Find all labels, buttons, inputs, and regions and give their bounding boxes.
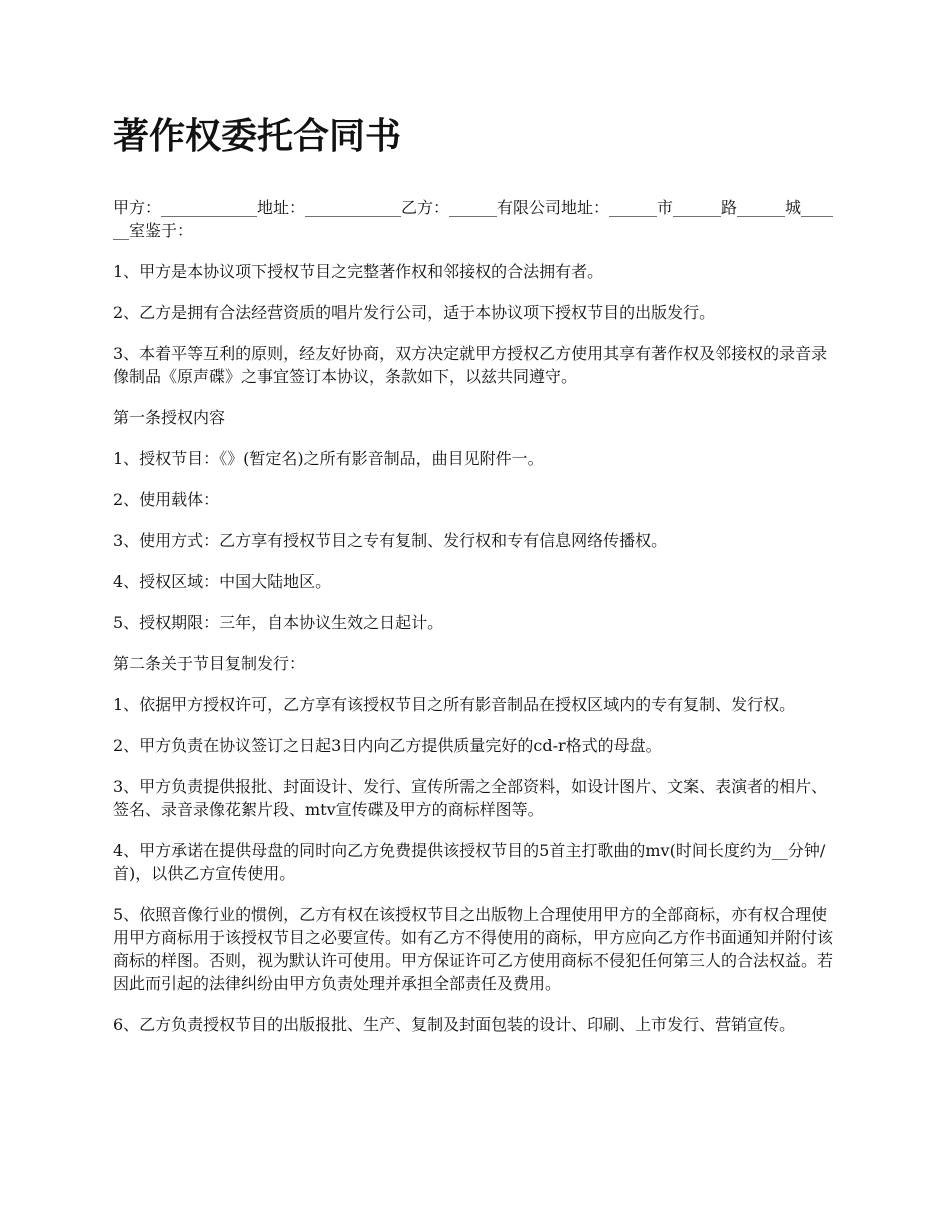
- article-2-item-2: 2、甲方负责在协议签订之日起3日内向乙方提供质量完好的cd-r格式的母盘。: [113, 736, 662, 755]
- document-title: 著作权委托合同书: [113, 116, 402, 157]
- article-2-item-1: 1、依据甲方授权许可，乙方享有该授权节目之所有影音制品在授权区域内的专有复制、发行权。: [113, 695, 796, 714]
- article-2-item-6: 6、乙方负责授权节目的出版报批、生产、复制及封面包装的设计、印刷、上市发行、营销宣传。: [113, 1015, 796, 1034]
- article-1-item-4: 4、授权区域：中国大陆地区。: [113, 572, 332, 591]
- article-2-item-3: 3、甲方负责提供报批、封面设计、发行、宣传所需之全部资料，如设计图片、文案、表演者的相片、签名、录音录像花絮片段、mtv宣传碟及甲方的商标样图等。: [113, 777, 828, 819]
- article-1-item-2: 2、使用载体：: [113, 490, 220, 509]
- preamble-item-2: 2、乙方是拥有合法经营资质的唱片发行公司，适于本协议项下授权节目的出版发行。: [113, 303, 716, 322]
- article-1-item-5: 5、授权期限：三年，自本协议生效之日起计。: [113, 613, 444, 632]
- article-1-item-3: 3、使用方式：乙方享有授权节目之专有复制、发行权和专有信息网络传播权。: [113, 531, 668, 550]
- article-1-heading: 第一条授权内容: [113, 408, 226, 427]
- document-page: [113, 112, 840, 1054]
- preamble-item-1: 1、甲方是本协议项下授权节目之完整著作权和邻接权的合法拥有者。: [113, 262, 604, 281]
- article-2-item-4: 4、甲方承诺在提供母盘的同时向乙方免费提供该授权节目的5首主打歌曲的mv(时间长度约为__分钟/首)，以供乙方宣传使用。: [113, 841, 826, 883]
- parties-paragraph: 甲方：____________地址：____________乙方：______有限公司地址：______市______路______城______室鉴于：: [113, 198, 834, 240]
- article-2-item-5: 5、依照音像行业的惯例，乙方有权在该授权节目之出版物上合理使用甲方的全部商标，亦有权合理使用甲方商标用于该授权节目之必要宣传。如有乙方不得使用的商标，甲方应向乙方作书面通知并附付该商标的样图。否则，视为默认许可使用。甲方保证许可乙方使用商标不侵犯任何第三人的合法权益。若因此而引起的法律纠纷由甲方负责处理并承担全部责任及费用。: [113, 905, 834, 993]
- article-2-heading: 第二条关于节目复制发行：: [113, 654, 306, 673]
- article-1-item-1: 1、授权节目：《》(暂定名)之所有影音制品，曲目见附件一。: [113, 449, 544, 468]
- preamble-item-3: 3、本着平等互利的原则，经友好协商，双方决定就甲方授权乙方使用其享有著作权及邻接权的录音录像制品《原声碟》之事宜签订本协议，条款如下，以兹共同遵守。: [113, 344, 828, 386]
